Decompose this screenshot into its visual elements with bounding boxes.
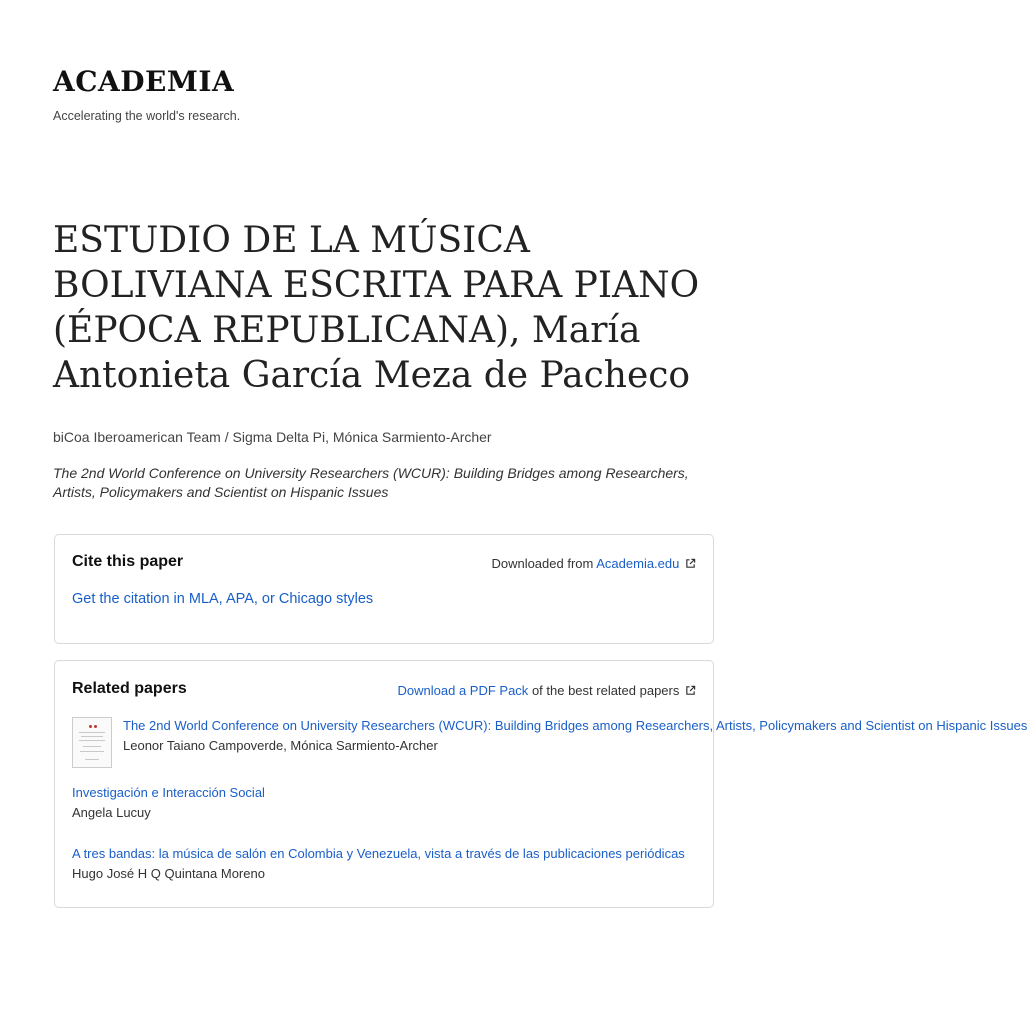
related-item-title[interactable]: A tres bandas: la música de salón en Colombia y Venezuela, vista a través de las publicaciones periódicas	[72, 846, 685, 861]
downloaded-prefix: Downloaded from	[491, 556, 594, 571]
cite-heading: Cite this paper	[72, 553, 184, 570]
external-link-icon[interactable]	[685, 685, 696, 696]
related-papers-card	[54, 660, 1027, 908]
thumbnail-line	[83, 746, 101, 747]
paper-title: ESTUDIO DE LA MÚSICA BOLIVIANA ESCRITA PARA PIANO (ÉPOCA REPUBLICANA), María Antonieta García Meza de Pacheco	[53, 220, 700, 396]
related-item-authors: Leonor Taiano Campoverde, Mónica Sarmiento-Archer	[123, 738, 438, 753]
thumbnail-mark	[94, 725, 97, 728]
related-item-title[interactable]: The 2nd World Conference on University Researchers (WCUR): Building Bridges among Researchers, Artists, Policymakers and Scientist on Hispanic Issues	[123, 718, 1027, 733]
thumbnail-line	[79, 740, 105, 741]
get-citation-link[interactable]: Get the citation in MLA, APA, or Chicago styles	[72, 591, 374, 607]
related-item	[72, 785, 698, 820]
related-item-authors: Hugo José H Q Quintana Moreno	[72, 866, 265, 881]
cite-card	[54, 534, 714, 644]
paper-authors: biCoa Iberoamerican Team / Sigma Delta Pi, Mónica Sarmiento-Archer	[53, 429, 492, 445]
pdf-pack-suffix: of the best related papers	[531, 683, 680, 698]
academia-logo[interactable]: ACADEMIA	[53, 65, 235, 98]
related-item	[123, 718, 1027, 753]
related-item-authors: Angela Lucuy	[72, 805, 151, 820]
paper-venue: The 2nd World Conference on University Researchers (WCUR): Building Bridges among Researchers, Artists, Policymakers and Scientist on Hispanic Issues	[53, 465, 689, 500]
external-link-icon[interactable]	[685, 558, 696, 569]
related-heading: Related papers	[72, 680, 187, 697]
paper-thumbnail[interactable]	[72, 717, 112, 768]
downloaded-from	[491, 556, 696, 571]
academia-edu-link[interactable]: Academia.edu	[596, 556, 680, 571]
related-item-title[interactable]: Investigación e Interacción Social	[72, 785, 265, 800]
thumbnail-mark	[89, 725, 92, 728]
thumbnail-line	[80, 751, 104, 752]
thumbnail-line	[81, 736, 103, 737]
brand-header	[53, 65, 241, 123]
thumbnail-line	[79, 732, 105, 733]
related-item	[72, 846, 698, 881]
pdf-pack	[398, 683, 696, 698]
download-pdf-pack-link[interactable]: Download a PDF Pack	[397, 683, 529, 698]
brand-tagline: Accelerating the world's research.	[53, 109, 241, 123]
thumbnail-line	[85, 759, 99, 760]
